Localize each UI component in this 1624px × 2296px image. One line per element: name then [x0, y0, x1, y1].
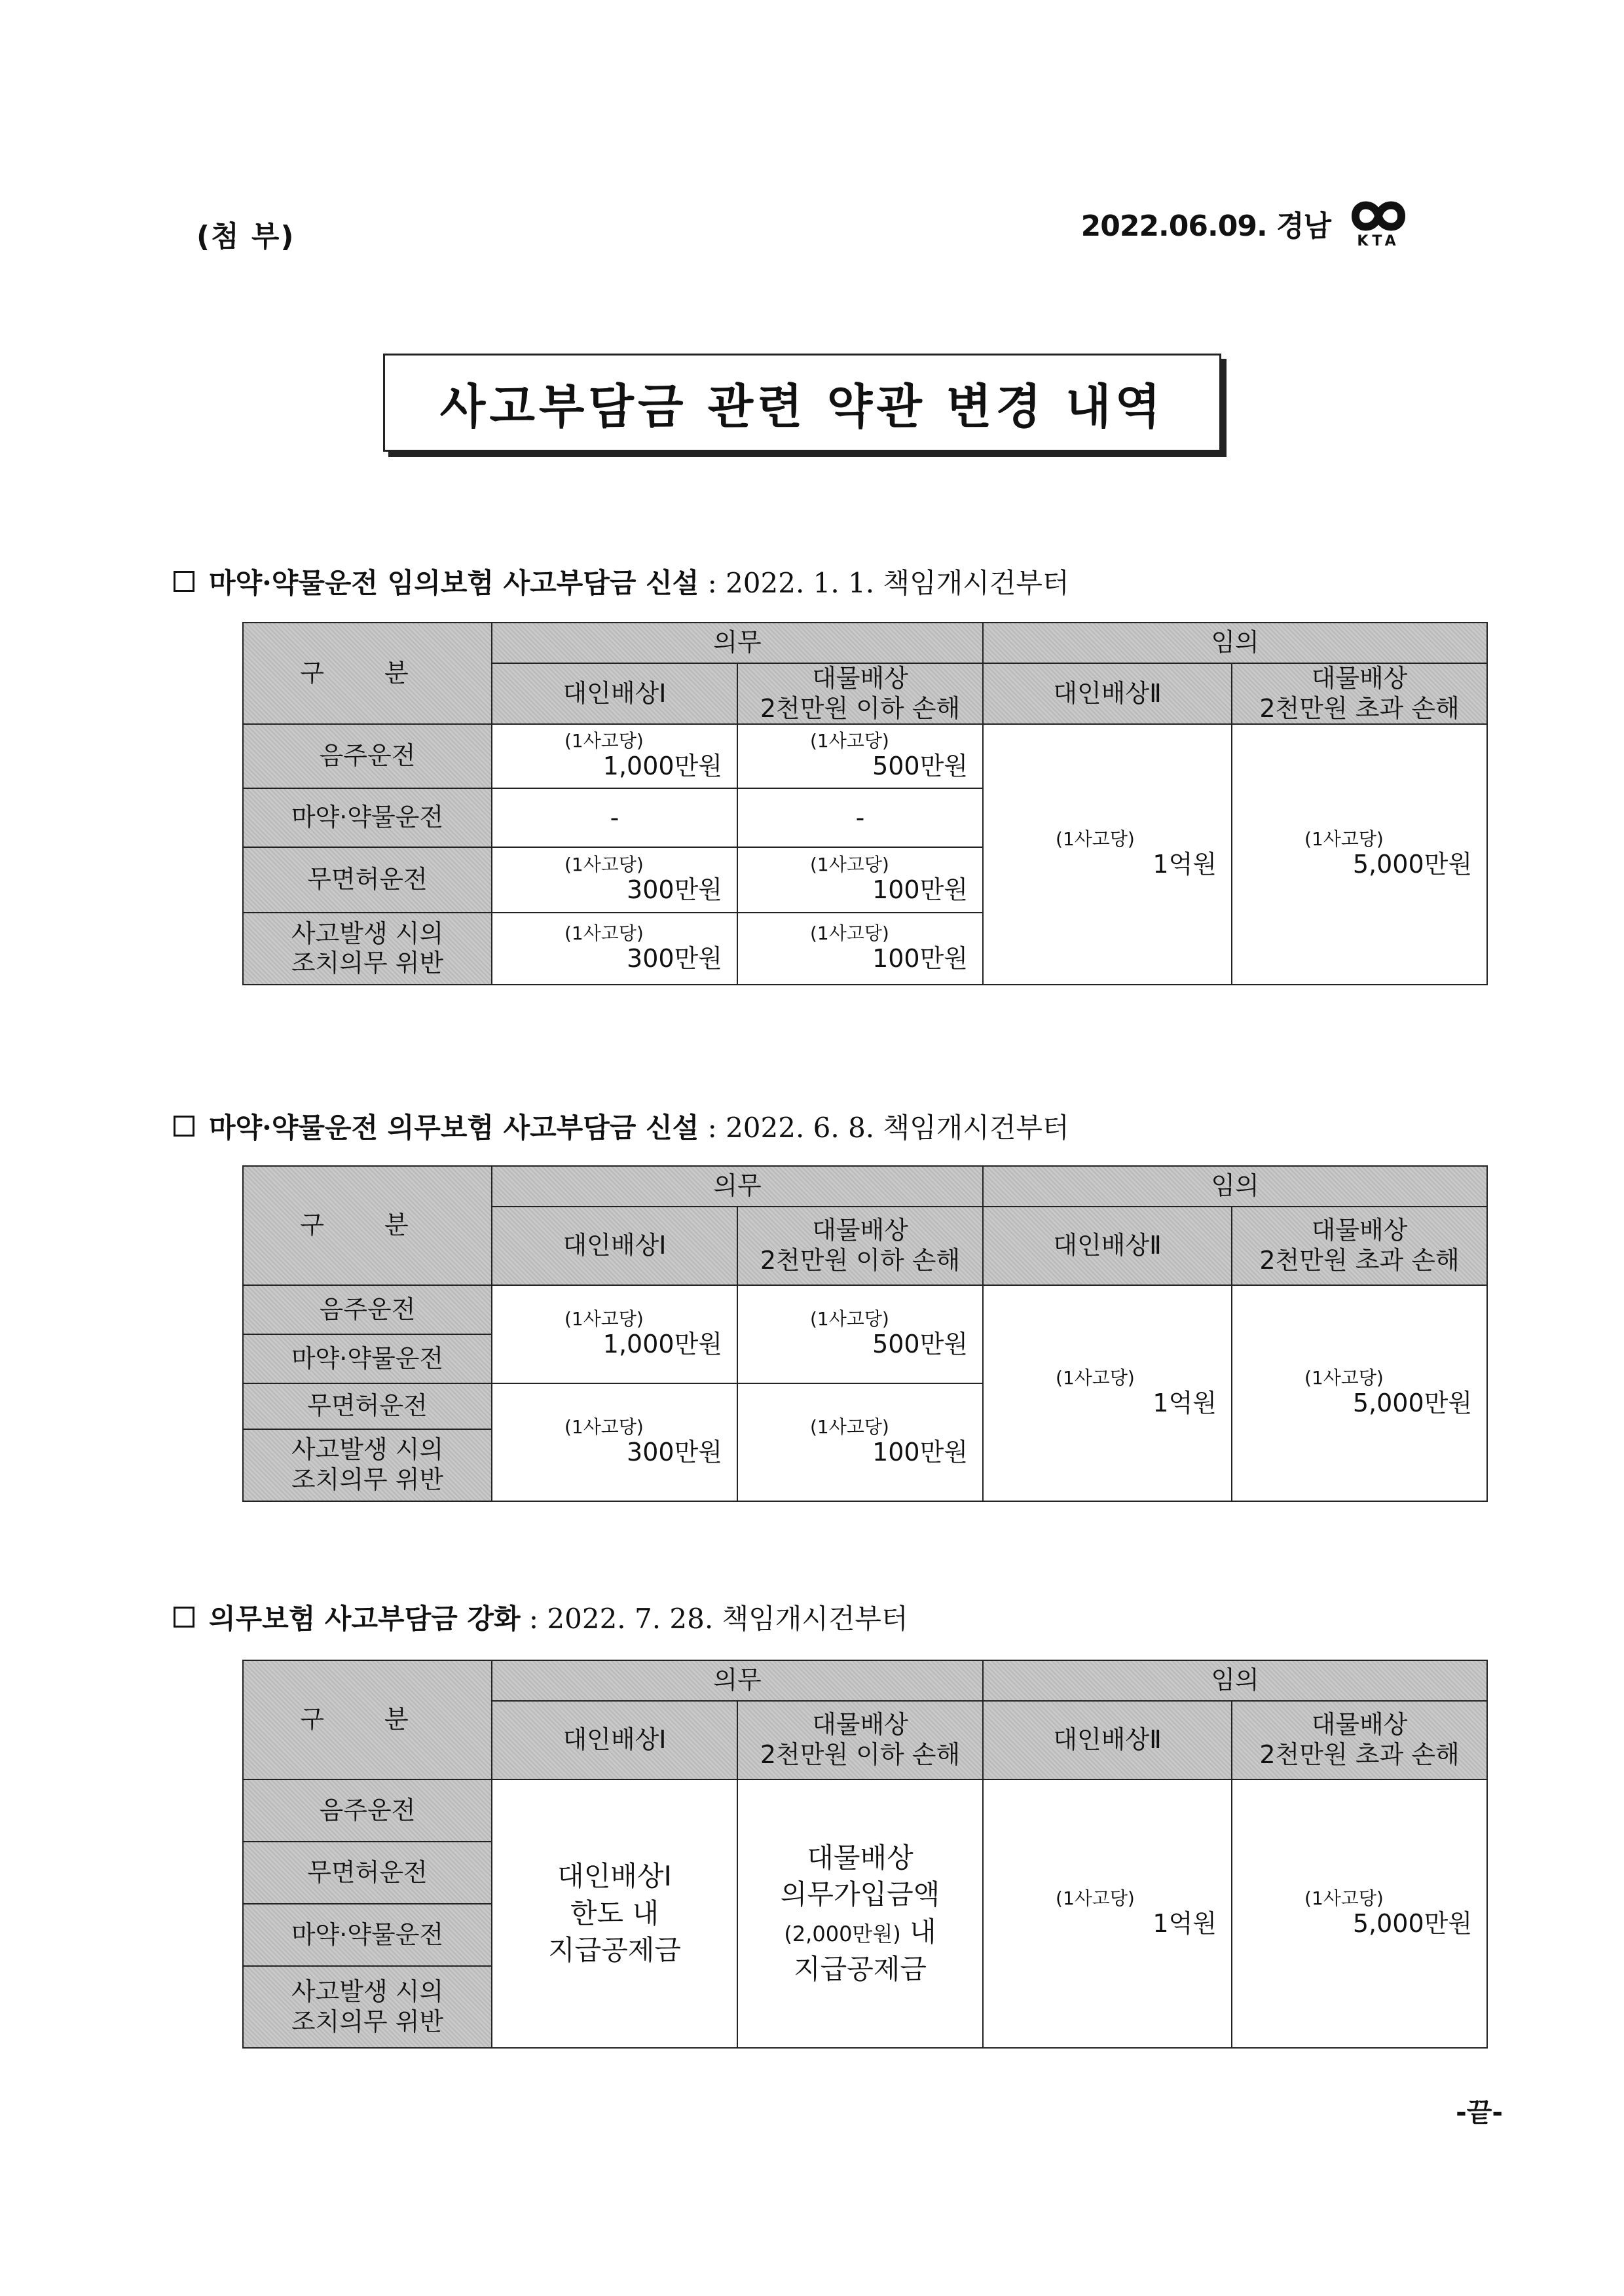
property2-header: 대물배상 2천만원 초과 손해 — [1232, 1207, 1487, 1285]
kta-logo-icon — [1342, 196, 1414, 236]
section-1-heading — [174, 562, 1069, 601]
bodily1-header: 대인배상Ⅰ — [492, 1701, 737, 1779]
row-drug-label: 마약·약물운전 — [243, 1334, 492, 1383]
section-3-heading-bold: 의무보험 사고부담금 강화 — [209, 1603, 521, 1635]
mandatory-header: 의무 — [492, 1660, 983, 1701]
cell-value: (1사고당) 500만원 — [737, 1285, 983, 1383]
bodily1-header: 대인배상Ⅰ — [492, 663, 737, 724]
bodily1-header: 대인배상Ⅰ — [492, 1207, 737, 1285]
cell-property1-text: 대물배상 의무가입금액 (2,000만원) 내 지급공제금 — [737, 1779, 983, 2048]
row-unlicensed-label: 무면허운전 — [243, 847, 492, 913]
date-region: 2022.06.09. 경남 — [1080, 209, 1331, 243]
cell-value: (1사고당) 100만원 — [737, 1383, 983, 1501]
cell-value: (1사고당) 1,000만원 — [492, 724, 737, 788]
section-2-heading-bold: 마약·약물운전 의무보험 사고부담금 신설 — [209, 1112, 699, 1144]
section-1-heading-rest: : 2022. 1. 1. 책임개시건부터 — [707, 567, 1069, 599]
kta-logo — [1342, 196, 1414, 249]
gubun-header: 구 분 — [243, 623, 492, 724]
end-mark: -끝- — [1456, 2098, 1503, 2128]
row-hitrun-label: 사고발생 시의 조치의무 위반 — [243, 1966, 492, 2048]
row-hitrun-label: 사고발생 시의 조치의무 위반 — [243, 1429, 492, 1501]
row-drug-label: 마약·약물운전 — [243, 1904, 492, 1966]
section-1-table — [242, 622, 1488, 985]
row-unlicensed-label: 무면허운전 — [243, 1383, 492, 1429]
cell-dash: - — [492, 788, 737, 847]
title-box — [383, 354, 1221, 452]
gubun-header: 구 분 — [243, 1660, 492, 1779]
cell-property2-value: (1사고당) 5,000만원 — [1232, 724, 1487, 985]
property2-header: 대물배상 2천만원 초과 손해 — [1232, 1701, 1487, 1779]
cell-dash: - — [737, 788, 983, 847]
row-drug-label: 마약·약물운전 — [243, 788, 492, 847]
checkbox-icon — [174, 1116, 194, 1137]
section-2-heading — [174, 1106, 1069, 1146]
cell-value: (1사고당) 100만원 — [737, 913, 983, 985]
attachment-label: (첨 부) — [196, 220, 295, 253]
cell-bodily2-value: (1사고당) 1억원 — [983, 1285, 1232, 1501]
row-unlicensed-label: 무면허운전 — [243, 1842, 492, 1904]
page-title: 사고부담금 관련 약관 변경 내역 — [439, 379, 1165, 434]
cell-bodily2-value: (1사고당) 1억원 — [983, 1779, 1232, 2048]
row-drunk-label: 음주운전 — [243, 1779, 492, 1842]
section-3-heading-rest: : 2022. 7. 28. 책임개시건부터 — [528, 1603, 908, 1635]
section-1-heading-bold: 마약·약물운전 임의보험 사고부담금 신설 — [209, 567, 699, 599]
property2-header: 대물배상 2천만원 초과 손해 — [1232, 663, 1487, 724]
cell-bodily2-value: (1사고당) 1억원 — [983, 724, 1232, 985]
gubun-header: 구 분 — [243, 1166, 492, 1285]
cell-bodily1-text: 대인배상Ⅰ 한도 내 지급공제금 — [492, 1779, 737, 2048]
section-2-heading-rest: : 2022. 6. 8. 책임개시건부터 — [707, 1112, 1069, 1144]
voluntary-header: 임의 — [983, 1660, 1487, 1701]
section-3-table — [242, 1660, 1488, 2049]
cell-property2-value: (1사고당) 5,000만원 — [1232, 1779, 1487, 2048]
bodily2-header: 대인배상Ⅱ — [983, 1701, 1232, 1779]
mandatory-header: 의무 — [492, 1166, 983, 1207]
cell-value: (1사고당) 1,000만원 — [492, 1285, 737, 1383]
cell-value: (1사고당) 300만원 — [492, 913, 737, 985]
checkbox-icon — [174, 1607, 194, 1628]
section-3-heading — [174, 1597, 908, 1637]
section-2-table — [242, 1165, 1488, 1502]
cell-value: (1사고당) 300만원 — [492, 847, 737, 913]
property1-header: 대물배상 2천만원 이하 손해 — [737, 663, 983, 724]
cell-property2-value: (1사고당) 5,000만원 — [1232, 1285, 1487, 1501]
bodily2-header: 대인배상Ⅱ — [983, 1207, 1232, 1285]
row-drunk-label: 음주운전 — [243, 724, 492, 788]
logo-text: KTA — [1357, 233, 1400, 249]
mandatory-header: 의무 — [492, 623, 983, 663]
checkbox-icon — [174, 571, 194, 592]
cell-value: (1사고당) 300만원 — [492, 1383, 737, 1501]
voluntary-header: 임의 — [983, 623, 1487, 663]
row-hitrun-label: 사고발생 시의 조치의무 위반 — [243, 913, 492, 985]
cell-value: (1사고당) 500만원 — [737, 724, 983, 788]
cell-value: (1사고당) 100만원 — [737, 847, 983, 913]
row-drunk-label: 음주운전 — [243, 1285, 492, 1334]
voluntary-header: 임의 — [983, 1166, 1487, 1207]
bodily2-header: 대인배상Ⅱ — [983, 663, 1232, 724]
property1-header: 대물배상 2천만원 이하 손해 — [737, 1701, 983, 1779]
header-right — [1081, 196, 1414, 249]
property1-header: 대물배상 2천만원 이하 손해 — [737, 1207, 983, 1285]
